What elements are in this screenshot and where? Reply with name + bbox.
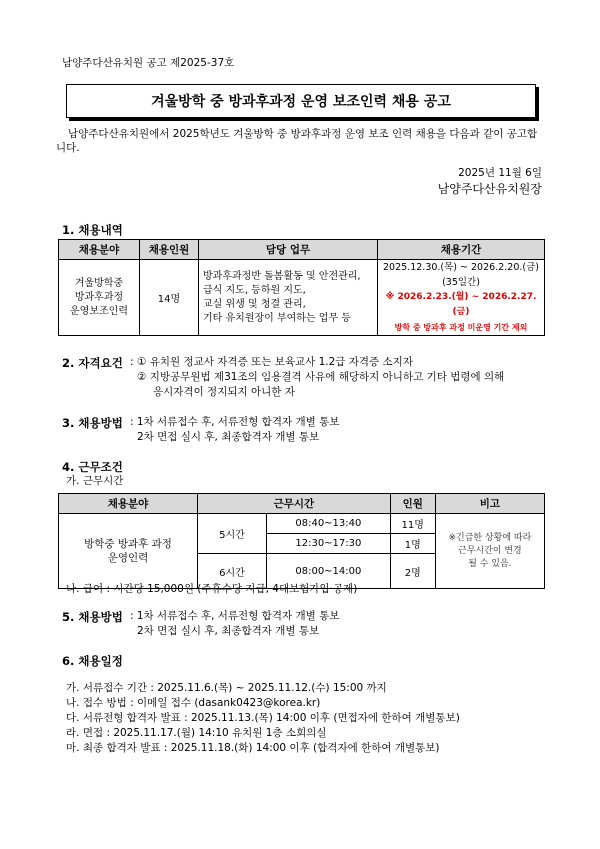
qualification-item: ② 지방공무원법 제31조의 임용결격 사유에 해당하지 아니하고 기타 법령에 의해 [137, 371, 505, 383]
time-cell: 12:30~17:30 [267, 534, 391, 554]
intro-paragraph: 남양주다산유치원에서 2025학년도 겨울방학 중 방과후과정 운영 보조 인력 채용을 다음과 같이 공고합니다. [56, 128, 538, 154]
col-header: 채용인원 [140, 240, 199, 260]
excluded-range: ※ 2026.2.23.(월) ~ 2026.2.27.(금) [385, 292, 537, 317]
col-header: 채용분야 [59, 494, 198, 514]
section-3-heading: 3. 채용방법 [62, 416, 123, 430]
field-cell: 방학중 방과후 과정 운영인력 [59, 514, 198, 589]
col-header: 근무시간 [198, 494, 391, 514]
col-header: 채용기간 [378, 240, 545, 260]
section-4-heading: 4. 근무조건 [62, 460, 123, 474]
schedule-item: 라. 면접 : 2025.11.17.(월) 14:10 유치원 1층 소회의실 [66, 727, 327, 739]
period-cell [378, 260, 545, 336]
duty-item: 방과후과정반 돌봄활동 및 안전관리, [203, 270, 361, 282]
method-line-2: 2차 면접 실시 후, 최종합격자 개별 통보 [137, 431, 320, 443]
schedule-item: 마. 최종 합격자 발표 : 2025.11.18.(화) 14:00 이후 (합격자에 한하여 개별통보) [66, 742, 440, 754]
qualification-item: ① 유치원 정교사 자격증 또는 보육교사 1.2급 자격증 소지자 [137, 356, 413, 368]
qualification-list [137, 355, 547, 400]
hours-group: 5시간 [198, 514, 267, 554]
section-1-heading: 1. 채용내역 [62, 223, 123, 237]
duty-item: 급식 지도, 등하원 지도, [203, 284, 306, 296]
col-header: 인원 [390, 494, 435, 514]
section-5-heading: 5. 채용방법 [62, 610, 123, 624]
qualification-colon: : [130, 356, 134, 368]
field-cell: 겨울방학중 방과후과정 운영보조인력 [59, 260, 140, 336]
schedule-item: 가. 서류접수 기간 : 2025.11.6.(목) ~ 2025.11.12.(수) 15:00 까지 [66, 682, 387, 694]
remark-cell: ※긴급한 상황에 따라 근무시간이 변경 될 수 있음. [435, 514, 544, 589]
page-title [66, 84, 536, 118]
document-number: 남양주다산유치원 공고 제2025-37호 [62, 57, 235, 69]
duty-item: 기타 유치원장이 부여하는 업무 등 [203, 312, 351, 324]
method-line-2: 2차 면접 실시 후, 최종합격자 개별 통보 [137, 625, 320, 637]
section-2-heading: 2. 자격요건 [62, 356, 123, 370]
announcement-date: 2025년 11월 6일 [458, 167, 542, 179]
work-hours-subheading: 가. 근무시간 [66, 475, 124, 487]
hours-group: 6시간 [198, 554, 267, 589]
schedule-item: 다. 서류전형 합격자 발표 : 2025.11.13.(목) 14:00 이후 (면접자에 한하여 개별통보) [66, 712, 460, 724]
duties-cell [199, 260, 378, 336]
method-line-1: : 1차 서류접수 후, 서류전형 합격자 개별 통보 [130, 610, 340, 622]
col-header: 담당 업무 [199, 240, 378, 260]
salary-line: 나. 급여 : 시간당 15,000원 (주휴수당 지급, 4대보험가입·공제) [66, 583, 358, 595]
issuer-name: 남양주다산유치원장 [437, 182, 542, 196]
time-cell: 08:00~14:00 [267, 554, 391, 589]
recruitment-table [58, 239, 545, 336]
count-cell: 11명 [390, 514, 435, 534]
method-line-1: : 1차 서류접수 후, 서류전형 합격자 개별 통보 [130, 416, 340, 428]
count-cell: 14명 [140, 260, 199, 336]
period-range: 2025.12.30.(목) ~ 2026.2.20.(금) [383, 262, 539, 273]
section-6-heading: 6. 채용일정 [62, 654, 123, 668]
excluded-note: 방학 중 방과후 과정 미운영 기간 제외 [394, 323, 528, 332]
count-cell: 2명 [390, 554, 435, 589]
count-cell: 1명 [390, 534, 435, 554]
work-hours-table [58, 493, 545, 589]
duty-item: 교실 위생 및 청결 관리, [203, 298, 306, 310]
schedule-list [66, 681, 460, 756]
title-text: 겨울방학 중 방과후과정 운영 보조인력 채용 공고 [151, 94, 451, 110]
period-days: (35일간) [442, 277, 480, 288]
time-cell: 08:40~13:40 [267, 514, 391, 534]
qualification-item: 응시자격이 정지되지 아니한 자 [153, 386, 295, 398]
col-header: 채용분야 [59, 240, 140, 260]
col-header: 비고 [435, 494, 544, 514]
schedule-item: 나. 접수 방법 : 이메일 접수 (dasank0423@korea.kr) [66, 697, 321, 709]
